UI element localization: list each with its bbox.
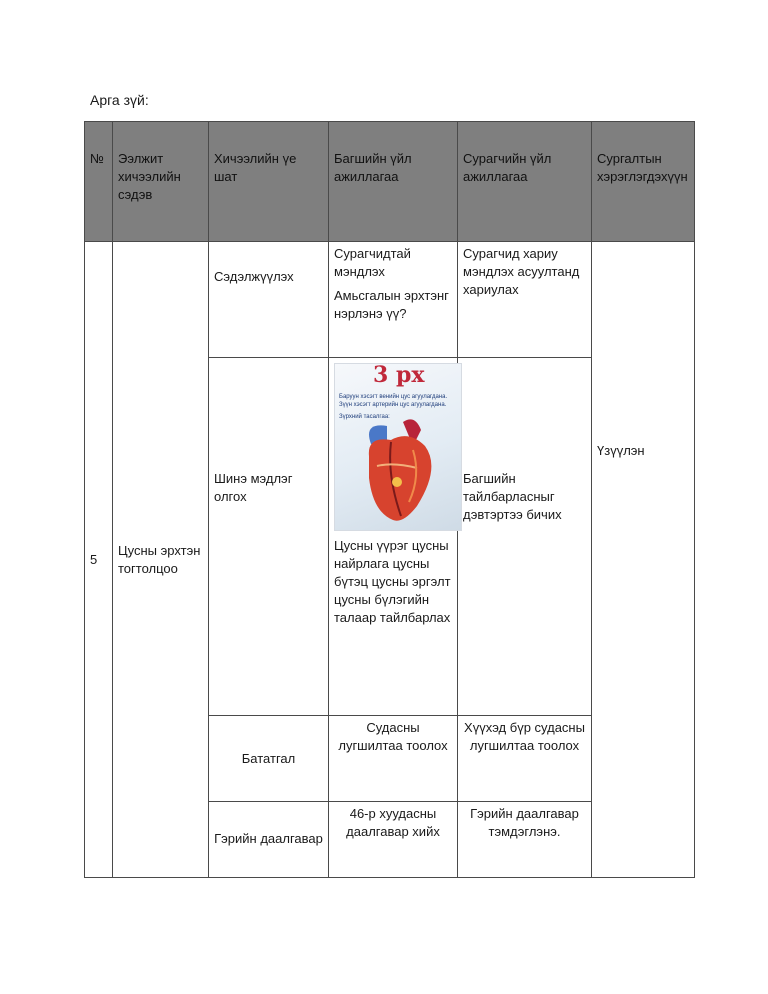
student-activity: Хүүхэд бүр судасны лугшилтаа тоолох [458,716,592,802]
stage-name: Шинэ мэдлэг олгох [209,358,329,716]
figure-caption: Зүүн хэсэгт артерийн цус агуулагдана. [339,402,447,408]
resource-cell: Үзүүлэн [592,242,695,878]
figure-title: 3 рх [373,363,425,388]
header-student-activity: Сурагчийн үйл ажиллагаа [458,122,592,242]
student-activity: Багшийн тайлбарласныг дэвтэртээ бичих [458,358,592,716]
stage-name: Сэдэлжүүлэх [209,242,329,358]
teacher-activity [329,358,458,716]
header-topic: Ээлжит хичээлийн сэдэв [113,122,209,242]
student-activity: Гэрийн даалгавар тэмдэглэнэ. [458,802,592,878]
lesson-plan-table [84,121,695,878]
figure-caption: Баруун хэсэгт венийн цус агуулагдана. [339,394,448,400]
header-stage: Хичээлийн үе шат [209,122,329,242]
lesson-topic: Цусны эрхтэн тогтолцоо [113,242,209,878]
heart-diagram-image [334,363,462,531]
header-number: № [85,122,113,242]
lesson-number: 5 [85,242,113,878]
teacher-activity-text: Цусны үүрэг цусны найрлага цусны бүтэц цусны эргэлт цусны бүлэгийн талаар тайлбарлах [334,538,451,625]
teacher-activity [329,242,458,358]
header-resources: Сургалтын хэрэглэгдэхүүн [592,122,695,242]
header-teacher-activity: Багшийн үйл ажиллагаа [329,122,458,242]
page-heading: Арга зүй: [90,92,149,108]
heart-icon [357,416,441,528]
stage-name: Бататгал [209,716,329,802]
table-row [85,242,695,358]
teacher-activity: Судасны лугшилтаа тоолох [329,716,458,802]
teacher-activity-text: Сурагчидтай мэндлэх [334,246,411,279]
teacher-activity-text: Амьсгалын эрхтэнг нэрлэнэ үү? [334,288,449,321]
figure-caption: Зүрхний тасалгаа: [339,414,390,420]
table-header-row [85,122,695,242]
teacher-activity: 46-р хуудасны даалгавар хийх [329,802,458,878]
student-activity: Сурагчид хариу мэндлэх асуултанд хариулах [458,242,592,358]
stage-name: Гэрийн даалгавар [209,802,329,878]
